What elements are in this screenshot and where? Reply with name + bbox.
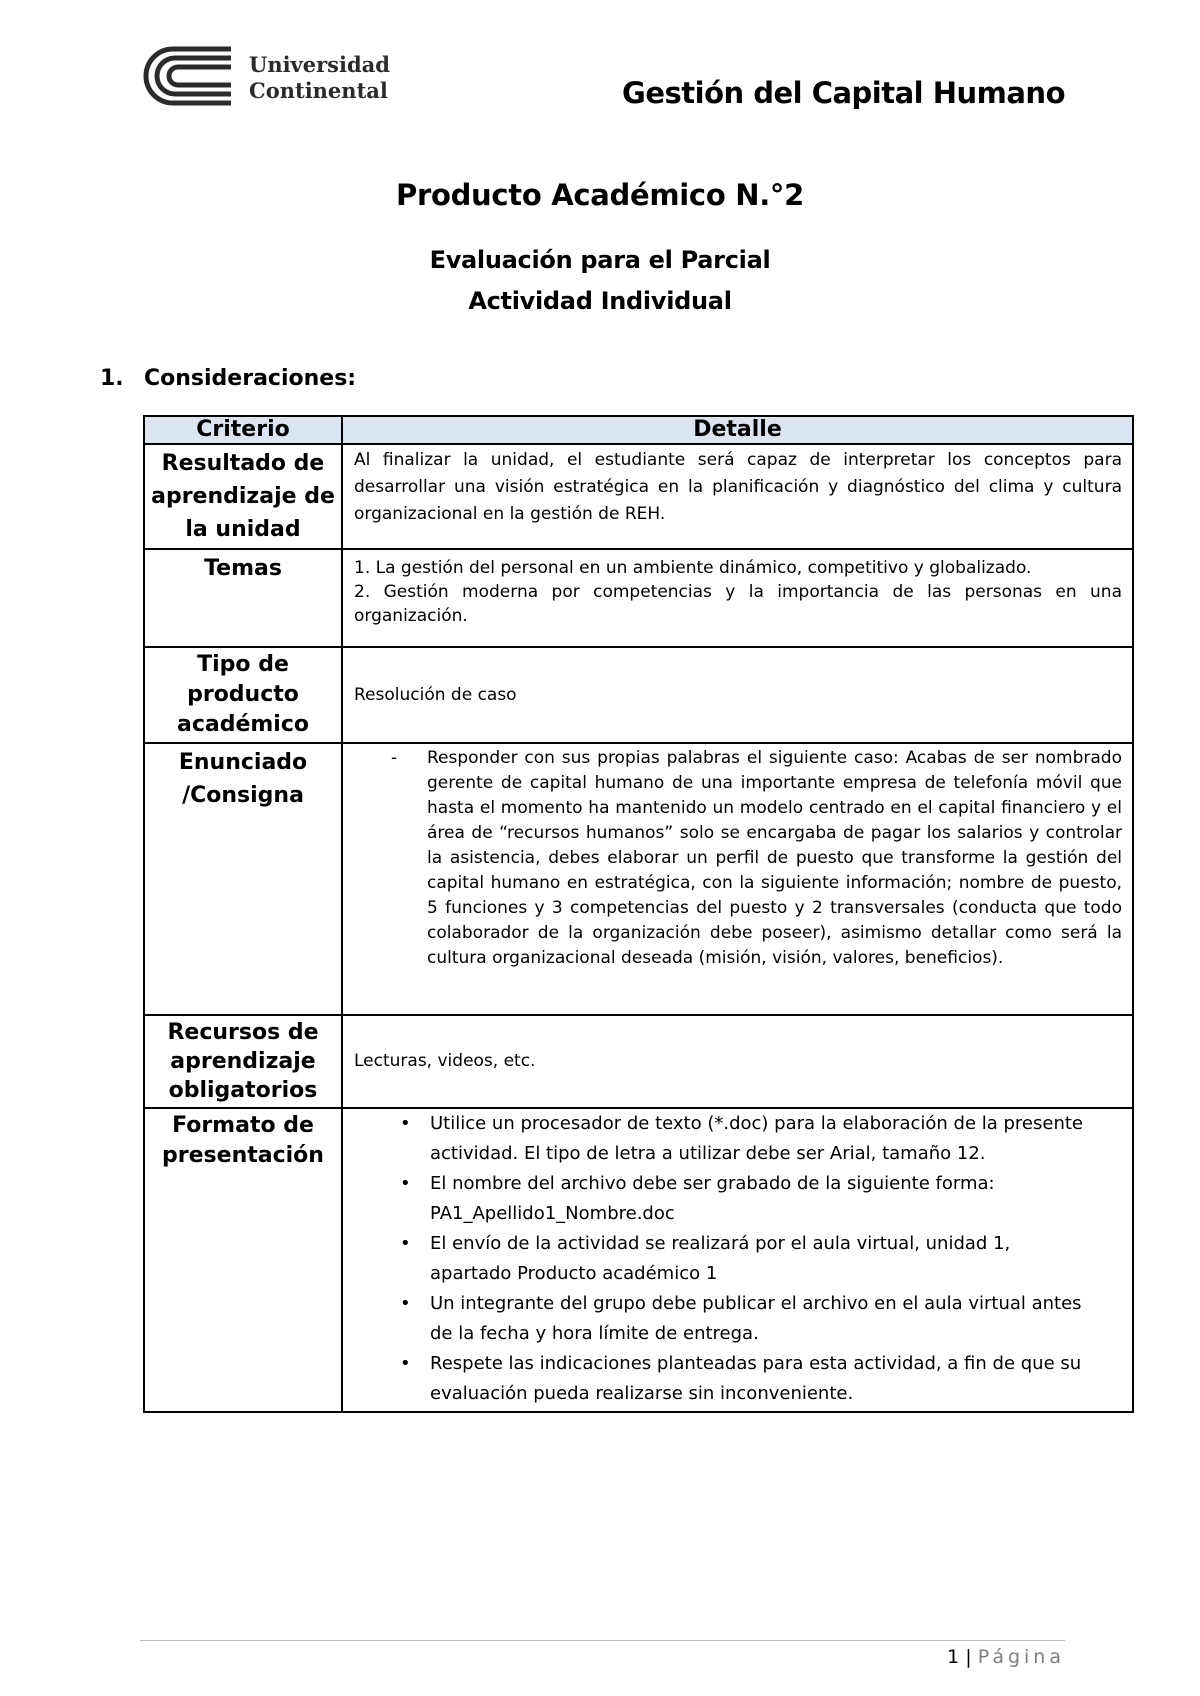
- page-label: Página: [977, 1646, 1065, 1668]
- detalle-cell: Lecturas, videos, etc.: [342, 1015, 1133, 1108]
- topic-line: 2. Gestión moderna por competencias y la importancia de las personas en una organización.: [354, 582, 1122, 626]
- detalle-cell: [342, 1108, 1133, 1412]
- detalle-cell: [342, 743, 1133, 1015]
- criterio-cell: Tipo de producto académico: [144, 647, 342, 743]
- table-row: [144, 1015, 1133, 1108]
- criterio-cell: Formato de presentación: [144, 1108, 342, 1412]
- section-label: Consideraciones:: [144, 366, 357, 391]
- document-title: Producto Académico N.°2: [395, 178, 805, 212]
- criterio-cell: Temas: [144, 549, 342, 647]
- criterio-cell: Enunciado /Consigna: [144, 743, 342, 1015]
- table-row: [144, 549, 1133, 647]
- detalle-cell: Resolución de caso: [342, 647, 1133, 743]
- list-item: • El envío de la actividad se realizará por el aula virtual, unidad 1, apartado Producto académico 1: [430, 1229, 1122, 1289]
- course-title: Gestión del Capital Humano: [622, 76, 1065, 110]
- bullet-icon: •: [400, 1113, 411, 1134]
- detalle-cell: Al finalizar la unidad, el estudiante será capaz de interpretar los conceptos para desarrollar una visión estratégica en la planificación y diagnóstico del clima y cultura organizacional en la gestión de REH.: [342, 444, 1133, 549]
- page-footer: [947, 1646, 1065, 1668]
- table-row: [144, 647, 1133, 743]
- footer-divider: [140, 1640, 1065, 1641]
- criterio-cell: Recursos de aprendizaje obligatorios: [144, 1015, 342, 1108]
- logo-mark-icon: [143, 44, 238, 108]
- bullet-icon: •: [400, 1353, 411, 1374]
- considerations-table: [143, 415, 1134, 1413]
- section-number: 1.: [100, 366, 124, 391]
- list-item: • Utilice un procesador de texto (*.doc) para la elaboración de la presente actividad. El tipo de letra a utilizar debe ser Arial, tamaño 12.: [430, 1109, 1122, 1169]
- logo-line-1: Universidad: [249, 52, 390, 77]
- format-bullet-list: [354, 1109, 1122, 1409]
- logo-line-2: Continental: [249, 78, 388, 103]
- list-item: • El nombre del archivo debe ser grabado de la siguiente forma: PA1_Apellido1_Nombre.doc: [430, 1169, 1122, 1229]
- topic-line: 1. La gestión del personal en un ambiente dinámico, competitivo y globalizado.: [354, 558, 1032, 578]
- university-logo: [143, 44, 393, 116]
- logo-wordmark: [249, 52, 390, 104]
- footer-separator: |: [965, 1646, 972, 1668]
- page-number: 1: [947, 1646, 960, 1668]
- table-row: [144, 743, 1133, 1015]
- criterio-cell: Resultado de aprendizaje de la unidad: [144, 444, 342, 549]
- table-header-row: [144, 416, 1133, 444]
- page-header: [143, 44, 1065, 124]
- table-row: [144, 1108, 1133, 1412]
- detalle-cell: [342, 549, 1133, 647]
- column-header-criterio: Criterio: [144, 416, 342, 444]
- instruction-list: [354, 746, 1122, 971]
- column-header-detalle: Detalle: [342, 416, 1133, 444]
- section-heading: [100, 366, 356, 391]
- document-subtitle-1: Evaluación para el Parcial: [429, 246, 771, 274]
- bullet-icon: •: [400, 1293, 411, 1314]
- document-subtitle-2: Actividad Individual: [468, 287, 732, 315]
- bullet-icon: •: [400, 1233, 411, 1254]
- table-row: [144, 444, 1133, 549]
- bullet-icon: •: [400, 1173, 411, 1194]
- list-item: - Responder con sus propias palabras el siguiente caso: Acabas de ser nombrado gerente de capital humano de una importante empresa de telefonía móvil que hasta el momento ha mantenido un modelo centrado en el capital financiero y el área de “recursos humanos” solo se encargaba de pagar los salarios y controlar la asistencia, debes elaborar un perfil de puesto que transforme la gestión del capital humano en estratégica, con la siguiente información; nombre de puesto, 5 funciones y 3 competencias del puesto y 2 transversales (conducta que todo colaborador de la organización debe poseer), asimismo detallar como será la cultura organizacional deseada (misión, visión, valores, beneficios).: [427, 746, 1122, 971]
- list-item: • Un integrante del grupo debe publicar el archivo en el aula virtual antes de la fecha y hora límite de entrega.: [430, 1289, 1122, 1349]
- list-item: • Respete las indicaciones planteadas para esta actividad, a fin de que su evaluación pueda realizarse sin inconveniente.: [430, 1349, 1122, 1409]
